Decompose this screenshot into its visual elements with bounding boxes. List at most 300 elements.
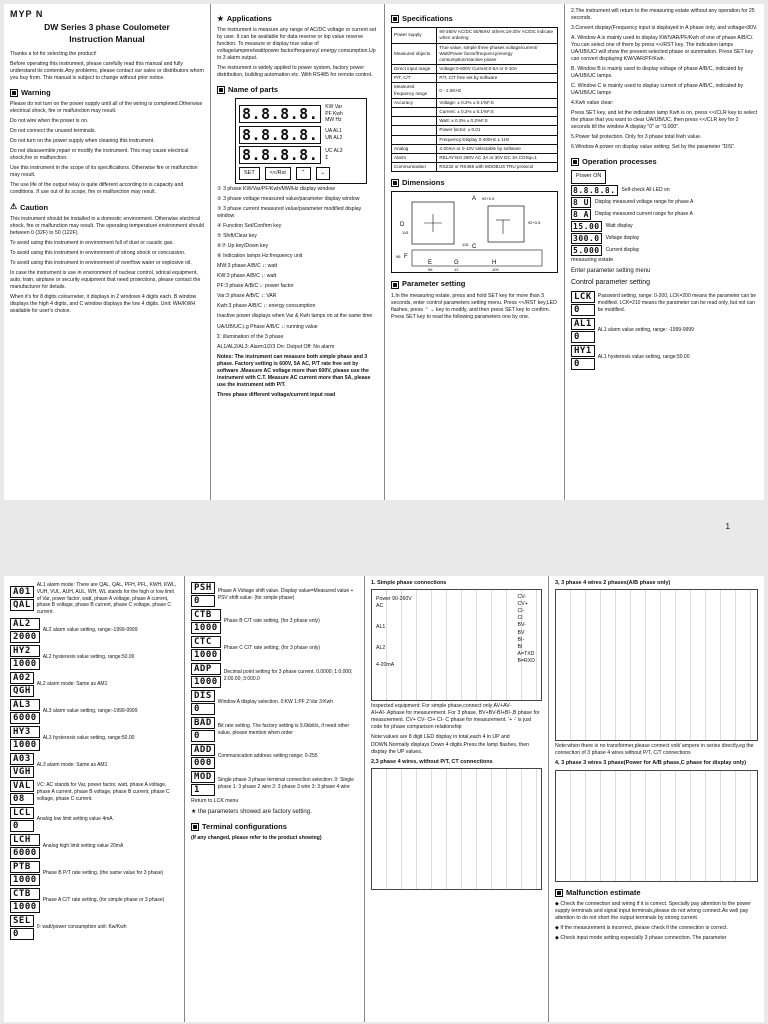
alarm-param (10, 753, 178, 778)
spec-label (392, 135, 437, 144)
param-value-display: 000 (191, 757, 215, 769)
up-key[interactable]: ⌃ (296, 167, 311, 180)
param-code-display: HY3 (10, 726, 40, 738)
param-value-display: QGH (10, 685, 34, 697)
spec-label: Analog (392, 144, 437, 153)
parts-item: UA/UB/UC,i.g Phase A/B/C ↓: running value (217, 323, 318, 330)
spec-label: Communication (392, 163, 437, 172)
terminal-label: BV- (517, 622, 526, 629)
operation-step (571, 221, 758, 232)
enter-menu-label: Enter parameter setting menu (571, 268, 651, 275)
control-param (571, 318, 758, 343)
indicator-pair: UA AL1 UB AL2 (325, 128, 343, 141)
spec-row (392, 126, 558, 135)
param-code-display: BAD (191, 717, 215, 729)
parts-list (217, 186, 378, 350)
spec-row (392, 65, 558, 74)
alarm-param (10, 780, 178, 805)
alarm-param (10, 915, 178, 940)
intro-line: Thanks a lot for selecting the product! (10, 51, 97, 58)
dim-d-val: 115 (402, 230, 409, 236)
terminal-label: B=RXD (517, 657, 535, 664)
parts-item: KW:3 phase A/B/C ↓: watt (217, 273, 277, 280)
column-operation (564, 4, 764, 500)
spec-label: P/T, C/T (392, 74, 437, 83)
parts-item: MW:3 phase A/B/C ↓: watt (217, 263, 278, 270)
step-label: Watt display (605, 222, 633, 229)
display-row-b (239, 126, 363, 144)
terminal-label: BI (517, 643, 523, 650)
dim-d: D (400, 222, 405, 229)
spec-row (392, 153, 558, 162)
comm-param (191, 744, 358, 769)
param-value-display: 1000 (10, 901, 40, 913)
caution-item: To avoid using this instrument in environment of overflow water or explosive oil. (10, 260, 192, 267)
simple-right-labels (518, 594, 535, 664)
page-number: 1 (725, 522, 730, 531)
spec-label: Measured objects (392, 43, 437, 65)
alarm-param (10, 807, 178, 832)
parts-item: ③ 3 phase current measured value/parameter modified display window (217, 206, 362, 220)
parts-note-2: Three phase different voltage/current input read (217, 391, 336, 398)
param-value-display: 1000 (10, 739, 40, 751)
note-item: 2.The instrument will return to the measuring estate without any operation for 25 seconds. (571, 8, 755, 22)
manual-page-2 (4, 576, 764, 1022)
malfunction-heading: Malfunction estimate (555, 888, 758, 898)
malfunction-item: ◆ Check the connection and wiring if it is correct. Specially pay attention to the power supply terminals and signal input terminals,please do not wrong connect.As well pay attention to do not short the output terminals by strong current. (555, 901, 751, 922)
param-code-display: ADD (191, 744, 215, 756)
param-description: AL3 alarm mode: Same as AM1 (36, 761, 108, 768)
parts-item: ⑤ Shift/Clear key (217, 233, 257, 240)
indicator-pair: KW Var PF Kwh MW Hz (325, 104, 343, 124)
intro-line: Before operating this instrument, please carefully read this manual and fully understand its contents.Any problems, please contact our sales or distributors whom you buy from. This manual is subject to change without prior notice. (10, 61, 204, 82)
spec-label: Measured frequency range (392, 83, 437, 98)
param-value-display: 1 (191, 784, 215, 796)
spec-row (392, 144, 558, 153)
display-row-c (239, 146, 363, 164)
param-value-display: 0 (10, 928, 34, 940)
step-label: Current display (605, 246, 640, 253)
key-row (239, 167, 363, 180)
note-item: 6.Window A power on display value setting: Set by the parameter "DIS". (571, 144, 736, 151)
measuring-estate-label: measuring estate (571, 256, 614, 263)
note-item: A. Window A is mainly used to display KW/VAR/PF/Kwh of one of phase A/B/C/. You can select one of them by press <</RST key. The indication lamps UA/UB/UC/ will show the present selected phase or summation. Press SET key can convert displaying KW/VAR/PF/Kwh. (571, 35, 754, 63)
param-code-display: SEL (10, 915, 34, 927)
parts-item: PF:3 phase A/B/C ↓: power factor (217, 283, 294, 290)
dim-h: H (492, 260, 497, 267)
warning-item: Do not turn on the power supply when cleaning this instrument. (10, 138, 155, 145)
parts-item: Kwh:3 phase A/B/C ↓: energy consumption (217, 303, 316, 310)
three-phase-two-diagram (555, 589, 758, 741)
spec-value: Current: ± 0.2% ± 0.1%F.S (437, 108, 558, 117)
parts-item: Σ: illumination of the 3 phase (217, 333, 284, 340)
shift-reset-key[interactable]: <</Rst (265, 167, 291, 180)
spec-label (392, 108, 437, 117)
parts-item: Var:3 phase A/B/C ↓: VAR (217, 293, 277, 300)
column-applications (210, 4, 384, 500)
section-icon (391, 179, 399, 187)
spec-row (392, 98, 558, 107)
spec-row (392, 28, 558, 43)
param-description: Analog low limit setting value 4mA (36, 815, 113, 822)
spec-value: RELAY:NO 250V AC 3A or 30V DC 3A COSφ=1 (437, 153, 558, 162)
column-comm-settings (184, 576, 364, 1022)
operation-step (571, 185, 758, 196)
param-description: Phase C C/T rate setting, (for 3 phase only) (223, 645, 321, 652)
param-code-display: MOD (191, 771, 215, 783)
param-value-display: 1000 (191, 649, 221, 661)
param-description: Phase A Voltage shift value. Display value=Measured value + PSV shift value. (for simple phase) (217, 587, 354, 601)
malfunction-item: ◆ If the measurement is incorrect, please check if the connection is correct. (555, 925, 728, 932)
warning-item: The use life of the output relay is quite different according to is capacity and conditions. If use out of its scope, fire or malfunction may result. (10, 182, 184, 196)
param-value-display: 0 (10, 820, 34, 832)
parts-item: ① 3 phase KW/Var/PF/Kwh/MW/Hz display window (217, 186, 335, 193)
parts-item: Inactive power displays when Var & Kwh lamps on at the same time (217, 313, 373, 320)
caution-item: This instrument should be installed in a domestic environment. Otherwise electrical shock, fire or malfunction may result. The operating temperature environment should between 0 (32F) to 50 (122F). (10, 216, 204, 237)
comm-param (191, 771, 358, 796)
warning-item: Do not disassemble,repair or modify the instrument. This may cause electrical shock,fire or malfunction. (10, 148, 189, 162)
param-code-display: A02 (10, 672, 34, 684)
param-value-display: 0 (571, 358, 595, 370)
param-code-display: HY1 (571, 345, 595, 357)
star-icon: ★ (217, 14, 224, 23)
param-value-display: 0 (191, 703, 215, 715)
step-display: 8 U (573, 197, 589, 207)
param-value-display: QAL (10, 599, 34, 611)
spec-value: Frequency:Display 0-400Hz ± 1Hz (437, 135, 558, 144)
warning-item: Do not wire when the power is on. (10, 118, 89, 125)
param-value-display: 0 (571, 331, 595, 343)
alarm-param (10, 888, 178, 913)
simple-phase-wiring (371, 589, 542, 701)
param-code-display: CTB (10, 888, 40, 900)
control-heading: Control parameter setting (571, 279, 650, 287)
note-item: 5.Power fail protection. Only for 3 phase total Kwh value. (571, 134, 702, 141)
operation-step (571, 209, 758, 220)
column-alarm-settings (4, 576, 184, 1022)
alarm-param (10, 726, 178, 751)
terminal-label: AL2 (376, 645, 386, 652)
dim-e-val: 96 (428, 267, 433, 273)
alarm-param (10, 861, 178, 886)
caution-triangle-icon: ⚠ (10, 202, 18, 212)
param-code-display: PSH (191, 582, 215, 594)
param-description: Single phase 3 phase terminal connection selection: 0: Single phase 1: 3 phase 2 wire 2: 3 phase 3 wire 3: 3 phase 4 wire (217, 776, 354, 790)
comm-param (191, 663, 358, 688)
param-description: AL3 alarm value setting, range:-1999-9999 (42, 707, 138, 714)
column-three-phase (548, 576, 764, 1022)
param-description: Phase A C/T rate setting, (for simple phase or 3 phase) (42, 896, 165, 903)
indicator-pair: UC AL3 Σ (325, 148, 343, 161)
warning-item: Use this instrument in the scope of its specifications. Otherwise fire or malfunction may result. (10, 165, 198, 179)
param-value-display: 1000 (10, 874, 40, 886)
caution-item: When it's for 8 digits colourneter, it displays in 2 windows 4 digits each. B window displays the high 4 digits, and C window displays the low 4 digits. Unit: WH/KWH available for user's choice. (10, 294, 197, 315)
param-value-display: 6000 (10, 712, 40, 724)
section-icon (10, 89, 18, 97)
step-label: Display measured current range for phase A (594, 210, 693, 217)
spec-table (391, 27, 558, 172)
spec-row (392, 135, 558, 144)
spec-label: Alarm (392, 153, 437, 162)
applications-heading: ★ Applications (217, 14, 272, 23)
param-value-display: 1000 (191, 676, 221, 688)
param-value-display: 0 (571, 304, 595, 316)
param-code-display: ADP (191, 663, 221, 675)
dim-g-val: 12 (454, 267, 459, 273)
param-description: AL1 alarm value setting, range: -1999-9999 (597, 326, 694, 333)
note-item: C. Window C is mainly used to display current of phase A/B/C, indicated by UA/UB/UC lamps (571, 83, 744, 97)
section-icon (555, 889, 563, 897)
malfunction-item: ◆ Check input mode setting especially 3 phase connection. The parameter (555, 935, 727, 942)
display-row-a (239, 104, 363, 124)
spec-value: True value, simple three phases voltage/current/ Watt/Power factor/frequency/energy consumption/reactive power (437, 43, 558, 65)
spec-row (392, 108, 558, 117)
factory-note: ★ the parameters showed are factory setting. (191, 809, 312, 816)
param-description: Window A display selection. 0:KW 1:PF 2:Var 3:Kwh (217, 699, 334, 706)
spec-value: RS232 or RS485 with MODBUS TRU protocol (437, 163, 558, 172)
terminal-label: AL1 (376, 624, 386, 631)
step-label: Display measured voltage range for phase A (594, 198, 694, 205)
three-phase-two-title: 3, 3 phase 4 wires 2 phases(A/B phase only) (555, 580, 671, 586)
operation-heading: Operation processes (571, 157, 758, 167)
dim-f: F (404, 254, 408, 261)
column-specifications (384, 4, 564, 500)
spec-value: 90-260V AC/DC 50/60Hz others:18-30V AC/DC indicate when ordering (437, 28, 558, 43)
param-code-display: AL1 (571, 318, 595, 330)
applications-text: The instrument is measure any range of AC/DC voltage or current set by user. It can be available for data reserve or lop value reserve function. To measure or display true value of voltage/ampere/watt/power factor/frequency/ energy consumption.Up to 3 alarm output. (217, 27, 377, 62)
comm-param (191, 582, 358, 607)
simple-note: Inspected equipment: For simple phase,connect only AV+AV-AI+AI-.Aphase for measurement. For 3 phase, BV+BV-BI+BI-,B phase for measurement. CV+ CV- CI+ CI- C phase for measurement. '+ -' is just code for phase comparison relationship (371, 703, 540, 731)
control-param (571, 345, 758, 370)
param-code-display: PTB (10, 861, 40, 873)
param-code-display: VAL (10, 780, 34, 792)
spec-heading: Specifications (391, 14, 558, 24)
param-description: AL2 hysteresis value setting, range:50.00 (42, 653, 135, 660)
param-description: Decimal point setting for 3 phase current. 0.0000; 1:0.000; 2:00.00; 3:000.0 (223, 668, 353, 682)
param-code-display: LCL (10, 807, 34, 819)
dimension-drawing-svg (392, 192, 558, 272)
spec-row (392, 74, 558, 83)
step-display: 300.0 (573, 233, 600, 243)
param-value-display: 1000 (10, 658, 40, 670)
column-simple-phase (364, 576, 548, 1022)
spec-row (392, 163, 558, 172)
param-description: AL2 alarm mode: Same as AM1 (36, 680, 108, 687)
param-code-display: CTB (191, 609, 221, 621)
param-value-display: 0 (191, 730, 215, 742)
param-code-display: DIS (191, 690, 215, 702)
spec-value: Voltage: ± 0.2% ± 0.1%F.S (437, 98, 558, 107)
simple-left-labels (376, 596, 416, 669)
control-param (571, 291, 758, 316)
dimensions-heading: Dimensions (391, 178, 558, 188)
window-a-digits: 8.8.8.8. (239, 105, 321, 123)
alarm-param (10, 672, 178, 697)
alarm-param (10, 582, 178, 616)
param-value-display: 0 (191, 595, 215, 607)
step-display: 15.00 (573, 221, 600, 231)
dim-side: 92+0.5 (528, 220, 541, 226)
terminal-label: BI- (517, 636, 525, 643)
dim-e: E (428, 260, 433, 267)
parts-item: ④ Function Set/Confirm key (217, 223, 282, 230)
terminal-label: 4-20mA (376, 662, 395, 669)
note-item: 4.Kwh value clear: (571, 100, 614, 107)
spec-row (392, 83, 558, 98)
note-item: Press SET key, and let the indication lamp Kwh is on, press <</CLR key to select the phase that you want to clear UA/UB/UC, then press <</CLR key for 2 seconds till the window A display "0" or "0.000". (571, 110, 758, 131)
param-description: VC: AC stands for Var, power factor, watt, phase A voltage, phase A current, phase B voltage, phase B current, phase C voltage, phase C current. (36, 782, 170, 802)
parameter-heading: Parameter setting (391, 279, 558, 289)
manual-page-1 (4, 4, 764, 500)
dim-a-val: 92+0.5 (482, 196, 495, 202)
operation-step (571, 197, 758, 208)
param-description: Analog high limit setting value 20mA (42, 842, 124, 849)
doc-subtitle: Instruction Manual (69, 33, 145, 44)
alarm-param (10, 618, 178, 643)
applications-text: The instrument is widely applied to power system, factory power distribution, building automation etc. With RS485 for remote control. (217, 65, 373, 79)
parameter-text: 1.In the measuring estate, press and hold SET key for more than 3 seconds, enter control parameters setting menu. Press <</RST key,LED flashes, press ⌃ ⌄ key to modify, and then press SET key to confirm. Press SET key to read the following parameters one by one. (391, 292, 557, 320)
param-code-display: AL3 (10, 699, 40, 711)
terminal-label: CI (517, 615, 523, 622)
terminal-subtitle: (If any changed, please refer to the product showing) (191, 835, 322, 842)
param-value-display: VGH (10, 766, 34, 778)
parts-item: AL1/AL2/AL3: Alarm1/2/3 On: Output Off: No alarm (217, 343, 335, 350)
doc-title: DW Series 3 phase Coulometer (44, 22, 170, 33)
parts-item: ⑥⑦ Up key/Down key (217, 243, 269, 250)
power-on-label: Power ON (571, 170, 758, 183)
caution-item: To avoid using this instrument in environment full of dust or caustic gas. (10, 240, 174, 247)
dim-c: C (472, 244, 477, 251)
spec-label (392, 117, 437, 126)
parts-item: ⑧ Indication lamps Hz:frequency unit (217, 253, 303, 260)
step-display: 8.8.8.8. (573, 185, 616, 195)
param-code-display: AL2 (10, 618, 40, 630)
window-b-digits: 8.8.8.8. (239, 126, 321, 144)
alarm-param (10, 834, 178, 859)
step-display: 5.000 (573, 245, 600, 255)
spec-value: Voltage:0-600V Current:0-5A or 0-10A (437, 65, 558, 74)
down-key[interactable]: ⌄ (316, 167, 331, 180)
spec-row (392, 43, 558, 65)
dim-h-val: 100 (492, 267, 499, 273)
parts-note: Notes: The instrument can measure both simple phase and 3 phase. Factory setting is 600V, 5A AC, P/T rate free set by software .Measure AC voltage more than 600V, please use the instrument with C.T. Measure AC current more than 5A, please use the instrument with P/T. (217, 353, 371, 388)
parts-item: ② 3 phase voltage measured value/parameter display window (217, 196, 360, 203)
spec-value: P/T, C/T free set by software (437, 74, 558, 83)
alarm-param (10, 699, 178, 724)
param-description: 0: watt/power consumption unit: Kw/Kwh (36, 923, 127, 930)
comm-param (191, 690, 358, 715)
terminal-label: A=TXD (517, 650, 535, 657)
section-icon (391, 281, 399, 289)
spec-label: Accuracy (392, 98, 437, 107)
spec-value: Watt: ± 0.3% ± 0.2%F.S (437, 117, 558, 126)
param-code-display: LCH (10, 834, 40, 846)
three-phase-four-wire-title: 2,3 phase 4 wires, without P/T, CT connections (371, 758, 493, 765)
column-intro (4, 4, 210, 500)
caution-item: To avoid using this instrument in environment of strong shock or concussion. (10, 250, 186, 257)
param-description: Password setting, range: 0-200, LCK=200 means the parameter can be modified. LCK=210 means the parameter can be read only, but not can be modified. (597, 293, 757, 313)
step-display: 8 A (573, 209, 589, 219)
spec-label (392, 126, 437, 135)
param-description: AL1 hysteresis value setting, range:50.00 (597, 353, 690, 360)
operation-step (571, 233, 758, 244)
param-description: Bit rate setting. The factory setting is 9.6kbit/s, if need other value, please mention when order (217, 722, 350, 736)
three-phase-four-wire-diagram (371, 768, 542, 890)
dim-c-val: 115 (462, 242, 469, 248)
caution-heading: ⚠ Caution (10, 202, 49, 212)
warning-item: Please do not turn on the power supply until all of the wiring is completed.Otherwise electrical shock, fire or malfunction may result. (10, 101, 203, 115)
spec-value: 4-20mA or 0-10V selectable by software (437, 144, 558, 153)
transformer-note: Note:when there is no transformer,please connect volt/ ampere in series directly,eg the connection of 3 phase 4 wires without P/T, C/T connections (555, 743, 754, 757)
return-text: Return to LCK menu (191, 798, 239, 804)
dim-a: A (472, 196, 477, 203)
warning-item: Do not connect the unused terminals. (10, 128, 96, 135)
alarm-param (10, 645, 178, 670)
terminal-label: Power 90-260V AC (376, 596, 412, 610)
dim-g: G (454, 260, 459, 267)
spec-row (392, 117, 558, 126)
param-description: AL2 alarm value setting, range:-1999-9999 (42, 626, 138, 633)
terminal-label: CV+ (517, 601, 528, 608)
section-icon (191, 823, 199, 831)
param-description: Phase B C/T rate setting, (for 3 phase only) (223, 618, 320, 625)
param-description: AL3 hysteresis value setting, range:50.00 (42, 734, 135, 741)
spec-label: Direct input range (392, 65, 437, 74)
spec-label: Power supply (392, 28, 437, 43)
spec-value: 0 - 2.5KHz (437, 83, 558, 98)
simple-phase-title: 1. Simple phase connections (371, 580, 447, 586)
caution-item: In case the instrument is use in environment of nuclear control, sdrical equipment, auto, train, airplane or security equipment that need protections, please contact the manufacturer for details. (10, 270, 201, 291)
comm-param (191, 609, 358, 634)
set-key[interactable]: SET (239, 167, 260, 180)
operation-step (571, 245, 758, 256)
param-value-display: 6000 (10, 847, 40, 859)
brand-logo: MYP N (10, 9, 44, 19)
section-icon (217, 86, 225, 94)
param-value-display: 1000 (191, 622, 221, 634)
section-icon (391, 15, 399, 23)
terminal-heading: Terminal configurations (191, 822, 358, 832)
warning-heading: Warning (10, 88, 204, 98)
param-code-display: CTC (191, 636, 221, 648)
param-description: Communication address setting range: 0-255 (217, 753, 318, 760)
step-label: Self-check All LED on (621, 186, 670, 193)
param-value-display: 2000 (10, 631, 40, 643)
param-code-display: A03 (10, 753, 34, 765)
dimension-drawing (391, 191, 558, 273)
three-phase-three-diagram (555, 770, 758, 882)
note-item: 3.Convert display(Frequency input is displayed in A phase only, and voltage<80V. (571, 25, 758, 32)
comm-param (191, 717, 358, 742)
values-note: Note:values are 8 digit LED display in total,each 4 in UP and DOWN.Normally displays Down 4 digits.Press the lamp flashes, then display the UP values. (371, 734, 529, 755)
comm-param (191, 636, 358, 661)
parts-heading: Name of parts (217, 85, 378, 95)
param-code-display: LCK (571, 291, 595, 303)
dim-f-val: 96 (396, 254, 401, 260)
terminal-label: BV (517, 629, 525, 636)
terminal-label: CV- (517, 594, 527, 601)
param-code-display: A01 (10, 586, 34, 598)
note-item: B. Window B is mainly used to display voltage of phase A/B/C, indicated by UA/UB/UC lamps. (571, 66, 744, 80)
meter-front-panel (235, 98, 367, 184)
step-label: Voltage display (605, 234, 640, 241)
three-phase-three-title: 4, 3 phase 3 wires 3 phase(Power for A/B phase,C phase for display only) (555, 760, 747, 767)
window-c-digits: 8.8.8.8. (239, 146, 321, 164)
spec-value: Power factor: ± 0.01 (437, 126, 558, 135)
section-icon (571, 158, 579, 166)
terminal-label: CI- (517, 608, 525, 615)
param-value-display: 08 (10, 793, 34, 805)
